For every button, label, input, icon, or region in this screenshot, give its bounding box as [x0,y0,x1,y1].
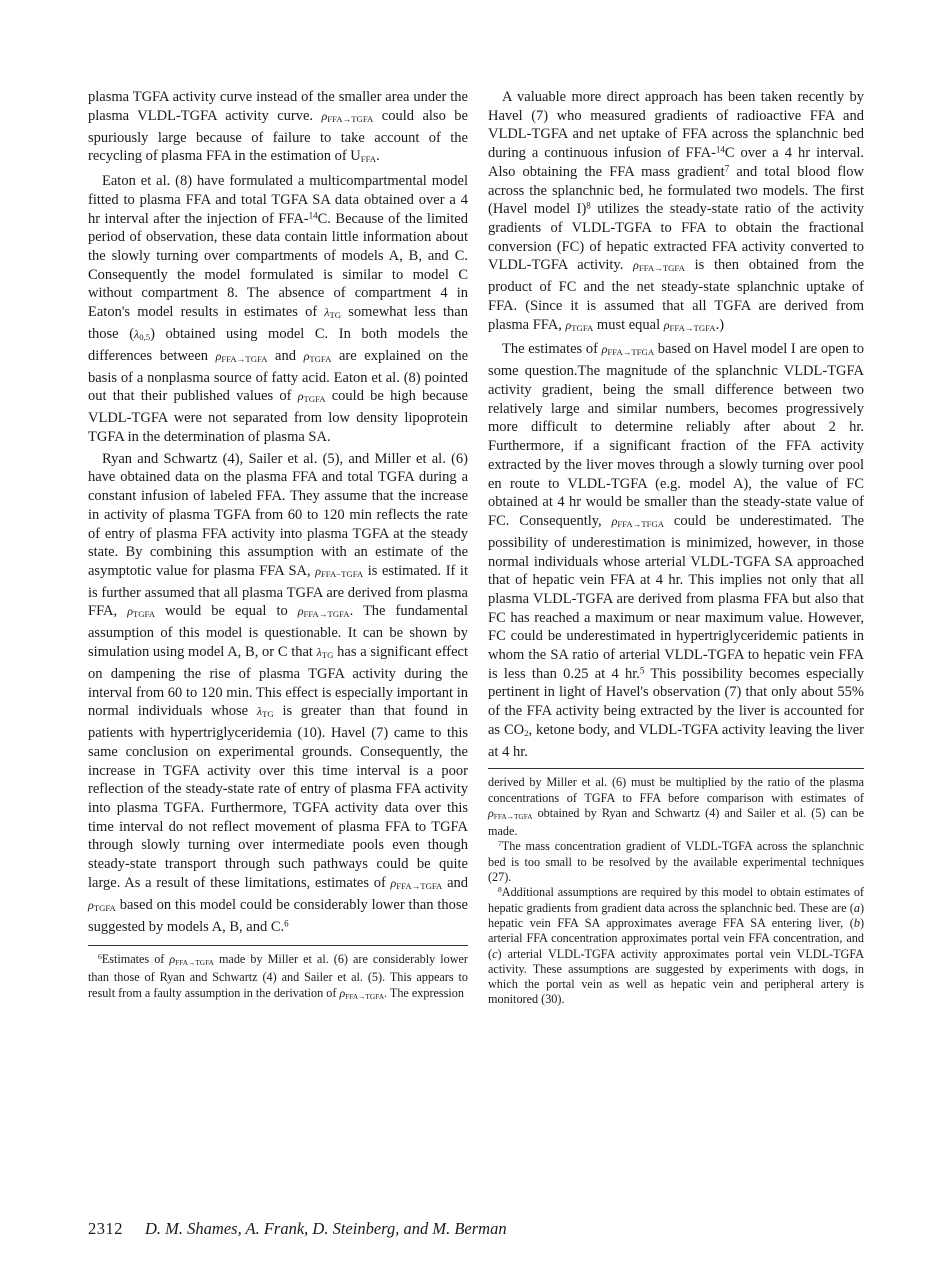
footnote: derived by Miller et al. (6) must be multiplied by the ratio of the plasma concentrations of TGFA to FFA before comparison with estimates of $\rho_{FFA\to TGFA}$ obtained by Ryan and Schwartz (4) and Sailer et al. (5) can be made. [488,775,864,839]
running-authors: D. M. Shames, A. Frank, D. Steinberg, and M. Berman [145,1219,507,1238]
footnote: $^7$The mass concentration gradient of VLDL-TGFA across the splanchnic bed is too small to be resolved by the available experimental techniques (27). [488,839,864,885]
body-paragraph: A valuable more direct approach has been taken recently by Havel (7) who measured gradients of radioactive FFA and VLDL-TGFA and net uptake of FFA across the splanchnic bed during a continuous infusion of FFA-$^{14}$C over a 4 hr interval. Also obtaining the FFA mass gradient$^7$ and total blood flow across the splanchnic bed, he formulated two models. The first (Havel model I)$^8$ utilizes the steady-state ratio of the activity gradients of VLDL-TGFA to FFA to obtain the fractional conversion (FC) of hepatic extracted FFA activity converted to VLDL-TGFA activity. $\rho_{FFA\to TGFA}$ is then obtained from the product of FC and the net steady-state splanchnic uptake of FFA. (Since it is assumed that all TGFA are derived from plasma FFA, $\rho_{TGFA}$ must equal $\rho_{FFA\to TGFA}$.) [488,89,864,333]
body-paragraph: Eaton et al. (8) have formulated a multicompartmental model fitted to plasma FFA and total TGFA SA data obtained over a 4 hr interval after the injection of FFA-$^{14}$C. Because of the limited period of observation, these data contain little information about the slowly turning over compartments of models A, B, and C. Consequently the model formulated is similar to model C without compartment 8. The absence of compartment 4 in Eaton's model results in estimates of $\lambda_{TG}$ somewhat less than those $(\lambda_{0,5})$ obtained using model C. In both models the differences between $\rho_{FFA\to TGFA}$ and $\rho_{TGFA}$ are explained on the basis of a nonplasma source of fatty acid. Eaton et al. (8) pointed out that their published values of $\rho_{TGFA}$ could be high because VLDL-TGFA were not separated from low density lipoprotein TGFA in the determination of plasma SA. [88,173,469,445]
footnote: $^6$Estimates of $\rho_{FFA\to TGFA}$ made by Miller et al. (6) are considerably lower than those of Ryan and Schwartz (4) and Sailer et al. (5). This appears to result from a faulty assumption in the derivation of $\rho_{FFA\to TGFA}$. The expression [88,952,468,1001]
page-footer [88,1219,868,1239]
page-number: 2312 [88,1219,123,1238]
footnote-divider [488,768,864,769]
body-paragraph: plasma TGFA activity curve instead of the smaller area under the plasma VLDL-TGFA activity curve. $\rho_{FFA\to TGFA}$ could also be spuriously large because of failure to take account of the recycling of plasma FFA in the estimation of $U_{FFA}$. [88,89,468,165]
body-paragraph: The estimates of $\rho_{FFA\to TFGA}$ based on Havel model I are open to some question.The magnitude of the splanchnic VLDL-TGFA activity gradient, being the small difference between two relatively large and similar numbers, becomes progressively more difficult to determine reliably after about 2 hr. Furthermore, if a significant fraction of the FFA activity extracted by the liver moves through a slowly turning over pool en route to VLDL-TGFA (e.g. model A), the value of FC obtained at 4 hr would be smaller than the steady-state value of FC. Consequently, $\rho_{FFA\to TFGA}$ could be underestimated. The possibility of underestimation is minimized, however, in those normal individuals whose arterial VLDL-TGFA SA approached that of hepatic vein FFA at 4 hr. This implies not only that all plasma VLDL-TGFA are derived from plasma FFA but also that FC has reached a maximum or near maximum value. However, FC could be underestimated in hypertriglyceridemic patients in whom the SA ratio of arterial VLDL-TGFA to hepatic vein FFA is less than 0.25 at 4 hr.$^5$ This possibility becomes especially pertinent in light of Havel's observation (7) that only about 55% of the FFA activity being extracted by the liver is accounted for as $CO_2$, ketone body, and VLDL-TGFA activity leaving the liver at 4 hr. [488,341,864,760]
body-paragraph: Ryan and Schwartz (4), Sailer et al. (5), and Miller et al. (6) have obtained data on the plasma FFA and total TGFA during a constant infusion of labeled FFA. They assume that the increase in activity of plasma TGFA from 60 to 120 min reflects the rate of entry of plasma FFA activity into plasma TGFA at the steady state. By combining this assumption with an estimate of the asymptotic value for plasma FFA SA, $\rho_{FFA-TGFA}$ is estimated. If it is further assumed that all plasma TGFA are derived from plasma FFA, $\rho_{TGFA}$ would be equal to $\rho_{FFA\to TGFA}$. The fundamental assumption of this model is questionable. It can be shown by simulation using model A, B, or C that $\lambda_{TG}$ has a significant effect on dampening the rise of plasma TGFA activity during the interval from 60 to 120 min. This effect is especially important in normal individuals whose $\lambda_{TG}$ is greater than that found in patients with hypertriglyceridemia (10). Havel (7) came to this same conclusion on experimental grounds. Consequently, the increase in TGFA activity over this time interval is a poor reflection of the steady-state rate of entry of plasma FFA activity into plasma TGFA. Furthermore, TGFA activity data over this time interval do not reflect movement of plasma FFA to TGFA through slowly turning over intermediate pools even though steady-state transport through such pathways could be quite large. As a result of these limitations, estimates of $\rho_{FFA\to TGFA}$ and $\rho_{TGFA}$ based on this model could be considerably lower than those suggested by models A, B, and C.$^6$ [88,450,469,935]
left-column [88,88,468,1004]
footnote: $^8$Additional assumptions are required by this model to obtain estimates of hepatic gradients from gradient data across the splanchnic bed. These are (a) hepatic vein FFA SA approximates average FFA SA entering liver, (b) arterial FFA concentration approximates portal vein FFA concentration, and (c) arterial VLDL-TGFA activity approximates portal vein VLDL-TGFA activity. These assumptions are suggested by experiments with dogs, in which the portal vein as well as hepatic vein and peripheral artery is monitored (30). [488,885,864,1007]
right-column [488,88,864,1008]
footnote-divider [88,945,468,946]
